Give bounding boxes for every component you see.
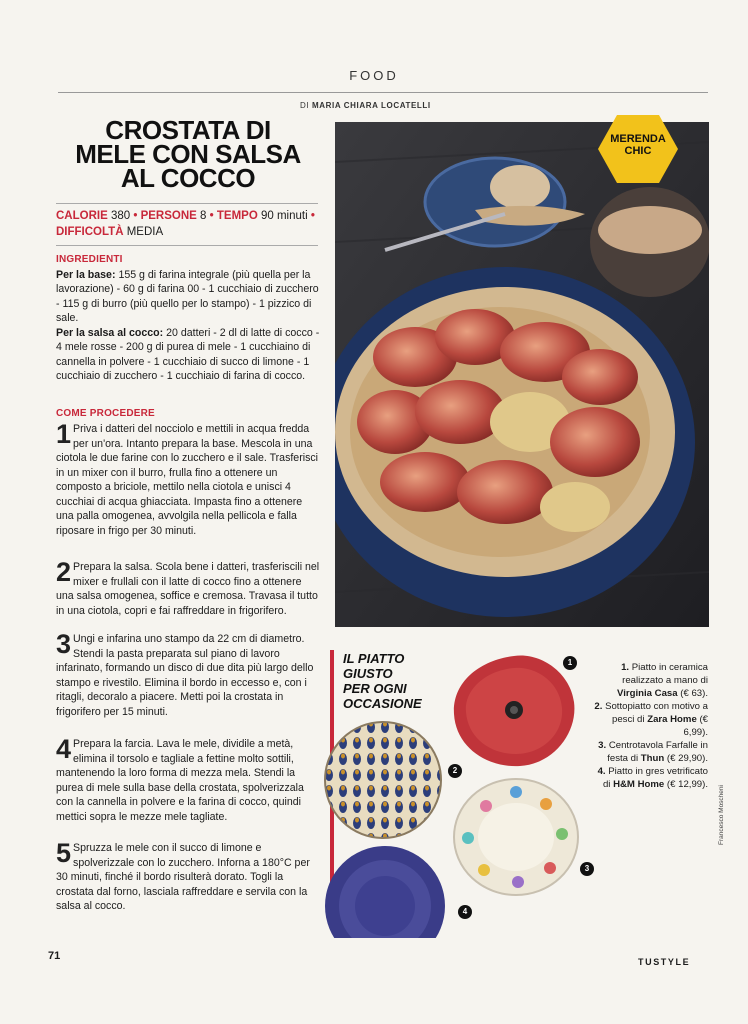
photo-credit: Francesco Moscheni (718, 785, 725, 845)
step-text: Priva i datteri del nocciolo e mettili in acqua fredda per un'ora. Intanto prepara la base. Mescola in una ciotola le due farine con lo zucchero e il sale. Trasferisci in un mixer con il burro, frulla fino a ottenere un composto a briciole, mettilo nella ciotola e unisci 4 cucchiai di acqua ghiacciata. Impasta fino a ottenere una palla omogenea, avvolgila nella pellicola e falla riposare in frigo per 30 minuti. (56, 423, 319, 537)
persone-value: 8 (200, 210, 207, 222)
tart-photo-illustration (335, 122, 709, 627)
step-text: Ungi e infarina uno stampo da 22 cm di diametro. Stendi la pasta preparata sul piano di lavoro infarinato, formando un disco di due dita più largo dello stampo e rivestilo. Elimina il bordo in eccesso e, con i ritagli, decoralo a piacere. Metti poi la crostata in frigorifero per 15 minuti. (56, 633, 314, 718)
base-text: 155 g di farina integrale (più quella per la lavorazione) - 60 g di farina 00 - 1 cucchiaio di zucchero - 115 g di burro (più quello per lo stampo) - 1 pizzico di sale. (56, 268, 319, 324)
marker-4: 4 (458, 905, 472, 919)
credit-brand: Thun (640, 753, 665, 764)
byline-prefix: DI (300, 101, 310, 110)
base-label: Per la base: (56, 268, 116, 281)
ingredients-heading: INGREDIENTI (56, 254, 123, 265)
plate-red-flower (450, 652, 578, 770)
magazine-name: TUSTYLE (638, 957, 691, 967)
step-number: 4 (56, 734, 72, 764)
credit-number: 1. (621, 662, 630, 673)
plate-butterflies (452, 776, 580, 898)
tart-photo (335, 122, 709, 627)
meta-separator: • (310, 210, 315, 222)
step-number: 3 (56, 629, 72, 659)
credit-text: Sottopiatto con motivo a pesci di (605, 701, 708, 725)
title-line: CROSTATA DI (105, 115, 271, 145)
procedure-step (56, 838, 322, 914)
ingredients-base (56, 268, 322, 326)
procedure-step (56, 557, 322, 618)
persone-label: PERSONE (140, 210, 197, 222)
step-text: Prepara la salsa. Scola bene i datteri, trasferiscili nel mixer e frullali con il latte di cocco fino a ottenere una salsa omogenea, soffice e cremosa. Travasa il tutto in una ciotola, copri e fai raffreddare in frigorifero. (56, 561, 320, 617)
plates-title (343, 651, 453, 711)
procedure-heading: COME PROCEDERE (56, 408, 155, 419)
credit-number: 3. (598, 740, 607, 751)
byline-author: MARIA CHIARA LOCATELLI (312, 101, 431, 110)
credit-brand: Virginia Casa (616, 688, 678, 699)
credit-brand: H&M Home (613, 779, 665, 790)
step-number: 1 (56, 419, 72, 449)
plates-title-line: IL PIATTO (343, 651, 405, 666)
procedure-step (56, 629, 322, 719)
calorie-label: CALORIE (56, 210, 108, 222)
section-title: FOOD (349, 68, 399, 83)
badge-text (597, 133, 679, 157)
plate-blue-gres (322, 844, 448, 938)
plates-title-line: GIUSTO (343, 666, 393, 681)
credit-price: (€ 63). (680, 688, 708, 699)
calorie-value: 380 (110, 210, 131, 222)
title-line: AL COCCO (120, 163, 256, 193)
plate-fish-pattern (322, 719, 444, 841)
credit-item (590, 739, 708, 765)
credit-number: 4. (597, 766, 606, 777)
meta-bottom-divider (56, 245, 318, 246)
tempo-label: TEMPO (216, 210, 258, 222)
step-text: Spruzza le mele con il succo di limone e spolverizzale con lo zucchero. Inforna a 180°C per 30 minuti, finché il bordo risulterà dorato. Togli la crostata dal forno, lasciala raffreddare e servila con la salsa al cocco. (56, 842, 310, 912)
step-text: Prepara la farcia. Lava le mele, dividile a metà, elimina il torsolo e tagliale a fettine molto sottili, mantenendo la loro forma di mezza mela. Stendi la purea di mele sulla base della crostata, spolverizzala con la cannella in polvere e la farina di cocco, quindi mettici sopra le mezze mele tagliate. (56, 738, 304, 823)
credit-price: (€ 29,90). (666, 753, 708, 764)
ingredients-block (56, 253, 322, 384)
badge-line: CHIC (624, 145, 652, 157)
tempo-value: 90 minuti (260, 210, 308, 222)
step-number: 5 (56, 838, 72, 868)
meta-separator: • (209, 210, 214, 222)
credit-number: 2. (594, 701, 603, 712)
procedure-step (56, 734, 322, 824)
salsa-text: 20 datteri - 2 dl di latte di cocco - 4 mele rosse - 200 g di purea di mele - 1 cucchiaino di cannella in polvere - 1 cucchiaio di succo di limone - 1 cucchiaio di zucchero - 1 cucchiaio di farina di cocco. (56, 326, 320, 382)
difficolta-label: DIFFICOLTÀ (56, 226, 124, 238)
credit-item (590, 700, 708, 739)
credit-item (590, 765, 708, 791)
meta-separator: • (133, 210, 138, 222)
marker-2: 2 (448, 764, 462, 778)
recipe-meta (56, 208, 320, 240)
marker-1: 1 (563, 656, 577, 670)
ingredients-salsa (56, 326, 322, 384)
page-number: 71 (48, 950, 61, 962)
step-number: 2 (56, 557, 72, 587)
plates-title-line: PER OGNI (343, 681, 407, 696)
recipe-title (52, 115, 324, 193)
credit-text: Centrotavola Farfalle in festa di (607, 740, 708, 764)
salsa-label: Per la salsa al cocco: (56, 326, 164, 339)
credit-text: Piatto in gres vetrificato di (602, 766, 708, 790)
marker-3: 3 (580, 862, 594, 876)
top-divider (58, 92, 708, 93)
plate-credits (590, 661, 708, 791)
credit-price: (€ 6,99). (683, 714, 708, 738)
credit-item (590, 661, 708, 700)
plates-title-line: OCCASIONE (343, 696, 422, 711)
procedure-step (56, 419, 322, 538)
difficolta-value: MEDIA (126, 226, 164, 238)
badge-line: MERENDA (610, 133, 666, 145)
title-line: MELE CON SALSA (75, 139, 301, 169)
credit-text: Piatto in ceramica realizzato a mano di (622, 662, 708, 686)
credit-brand: Zara Home (647, 714, 697, 725)
byline (300, 101, 431, 110)
meta-top-divider (56, 203, 318, 204)
credit-price: (€ 12,99). (666, 779, 708, 790)
